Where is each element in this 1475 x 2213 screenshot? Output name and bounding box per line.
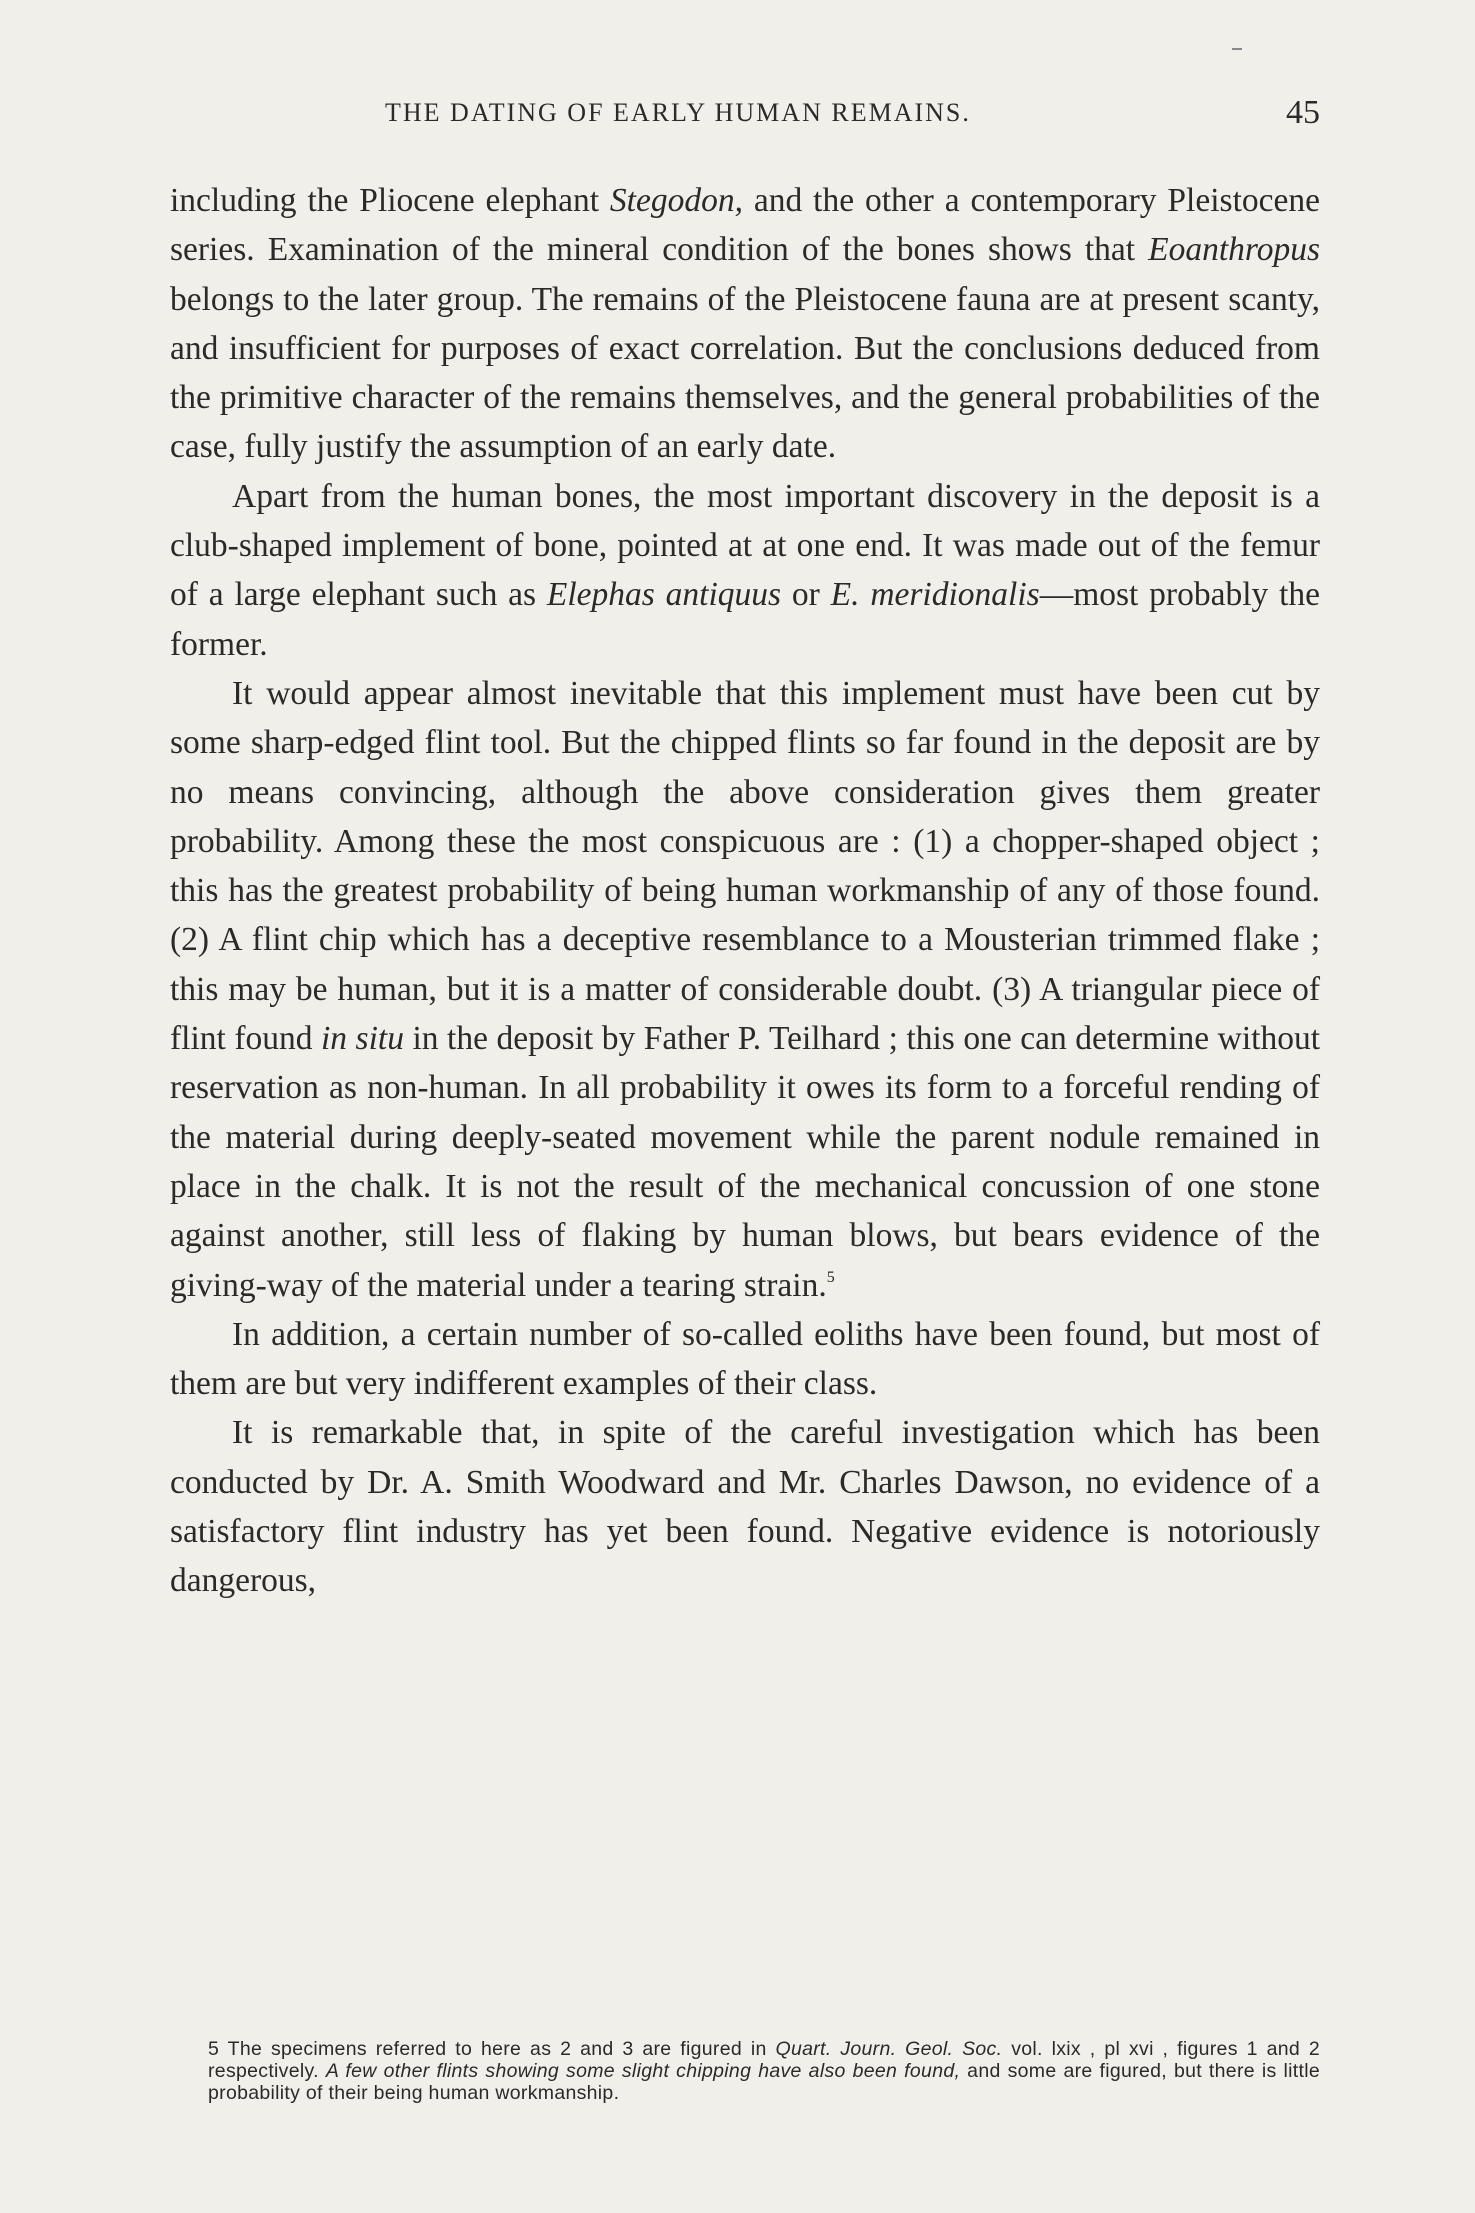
text-segment: or (781, 576, 831, 614)
footnote (208, 2038, 1320, 2104)
text-segment: It is remarkable that, in spite of the careful investigation which has been conducted by Dr. A. Smith Woodward and Mr. Charles Dawson, no evidence of a satisfactory flint industry has yet been found. Negative evidence is notoriously dangerous, (170, 1414, 1320, 1600)
paragraph (170, 1408, 1320, 1605)
footnote-text: The specimens referred to here as 2 and 3 are figured in (219, 2038, 776, 2060)
text-segment: It would appear almost inevitable that this implement must have been cut by some sharp-edged flint tool. But the chipped flints so far found in the deposit are by no means convincing, although the above consideration gives them greater probability. Among these the most conspicuous are : (1) a chopper-shaped object ; this has the greatest probability of being human workmanship of any of those found. (2) A flint chip which has a deceptive resemblance to a Mousterian trimmed flake ; this may be human, but it is a matter of considerable doubt. (3) A triangular piece of flint found (170, 674, 1320, 1058)
text-segment: in the deposit by Father P. Teilhard ; this one can determine without reservation as non-human. In all probability it owes its form to a forceful rending of the material during deeply-seated movement while the parent nodule remained in place in the chalk. It is not the result of the mechanical concussion of one stone against another, still less of flaking by human blows, but bears evidence of the giving-way of the material under a tearing strain. (170, 1020, 1321, 1304)
italic-term: Eoanthropus (1148, 231, 1320, 269)
footnote-reference: 5 (826, 1268, 835, 1286)
page-number: 45 (1286, 94, 1320, 131)
paragraph (170, 669, 1320, 1310)
italic-term: Elephas antiquus (546, 576, 782, 614)
page-mark (1232, 48, 1242, 50)
paragraph (170, 176, 1320, 472)
italic-term: E. meridionalis (830, 576, 1040, 614)
paragraph (170, 1310, 1320, 1409)
paragraph (170, 472, 1320, 669)
text-segment: Apart from the human bones, the most important discovery in the deposit is a club-shaped implement of bone, pointed at at one end. It was made out of the femur of a large elephant such as (170, 477, 1320, 614)
footnote-marker: 5 (208, 2038, 220, 2060)
footnote-italic-text: A few other flints showing some slight chipping have also been found, (325, 2060, 961, 2082)
footnote-text: and some are figured, but there is little probability of their being human workmanship. (208, 2060, 1320, 2104)
text-segment: including the Pliocene elephant (170, 182, 610, 219)
running-header (170, 94, 1320, 148)
italic-term: in situ (321, 1020, 404, 1058)
running-title: THE DATING OF EARLY HUMAN REMAINS. (385, 98, 971, 127)
body-text (170, 176, 1320, 1606)
text-segment: belongs to the later group. The remains of the Pleistocene fauna are at present scanty, and insufficient for purposes of exact correlation. But the conclusions deduced from the primitive character of the remains themselves, and the general probabilities of the case, fully justify the assumption of an early date. (170, 280, 1320, 466)
journal-citation: Quart. Journ. Geol. Soc. (775, 2038, 1003, 2060)
footnote-text: vol. lxix , pl xvi , figures 1 and 2 respectively. (208, 2038, 1321, 2082)
text-segment: —most probably the former. (170, 576, 1321, 663)
text-segment: In addition, a certain number of so-called eoliths have been found, but most of them are but very indifferent examples of their class. (170, 1315, 1320, 1403)
text-segment: and the other a contemporary Pleistocene series. Examination of the mineral condition of the bones shows that (170, 182, 1320, 269)
italic-term: Stegodon, (609, 182, 743, 219)
